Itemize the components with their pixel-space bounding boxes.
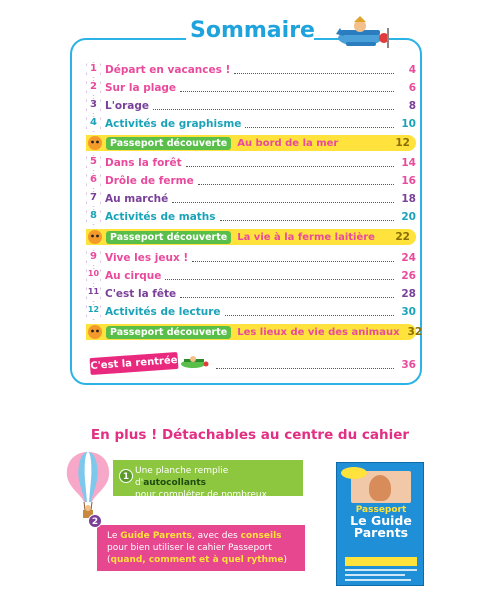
guide-info-box bbox=[97, 525, 305, 571]
small-plane-icon bbox=[178, 352, 210, 374]
flower-icon bbox=[86, 135, 104, 151]
chapter-number-badge: 6 bbox=[86, 173, 101, 189]
dot-leader bbox=[216, 361, 394, 369]
hot-air-balloon-illustration bbox=[60, 450, 116, 522]
guide-text-5: pour bien utiliser le cahier Passeport ( bbox=[107, 543, 272, 565]
chapter-page: 30 bbox=[401, 306, 416, 318]
passeport-label: Au bord de la mer bbox=[237, 137, 339, 149]
chapter-number-badge: 1 bbox=[86, 62, 101, 78]
chapter-label: Au cirque bbox=[105, 270, 162, 282]
guide-text-7: ) bbox=[283, 555, 287, 565]
rentree-row bbox=[212, 356, 416, 374]
dot-leader bbox=[198, 177, 394, 185]
chapter-page: 8 bbox=[408, 100, 416, 112]
passeport-tag: Passeport découverte bbox=[106, 326, 231, 339]
passeport-tag: Passeport découverte bbox=[106, 137, 231, 150]
dot-leader bbox=[245, 120, 394, 128]
cover-text-line bbox=[345, 574, 405, 576]
toc-row-2[interactable] bbox=[86, 79, 416, 97]
chapter-label: Vive les jeux ! bbox=[105, 252, 189, 264]
chapter-page: 16 bbox=[401, 175, 416, 187]
chapter-number-badge: 4 bbox=[86, 116, 101, 132]
cover-text-line bbox=[345, 569, 417, 571]
passeport-page: 12 bbox=[395, 137, 410, 149]
passeport-row-3[interactable] bbox=[86, 324, 423, 340]
toc-row-12[interactable] bbox=[86, 303, 416, 321]
toc-row-3[interactable] bbox=[86, 97, 416, 115]
chapter-label: L'orage bbox=[105, 100, 150, 112]
guide-text-1: Le bbox=[107, 531, 121, 541]
toc-row-8[interactable] bbox=[86, 208, 416, 226]
chapter-label: Sur la plage bbox=[105, 82, 177, 94]
chapter-number-badge: 5 bbox=[86, 155, 101, 171]
dot-leader bbox=[342, 139, 388, 147]
stickers-text-3: pour compléter de nombreux exercices ! bbox=[135, 490, 267, 512]
chapter-label: C'est la fête bbox=[105, 288, 177, 300]
chapter-number-badge: 7 bbox=[86, 191, 101, 207]
stickers-text-2: autocollants bbox=[143, 478, 206, 488]
chapter-label: Activités de lecture bbox=[105, 306, 221, 318]
extras-heading: En plus ! Détachables au centre du cahier bbox=[90, 427, 410, 443]
chapter-label: Au marché bbox=[105, 193, 169, 205]
passeport-label: Les lieux de vie des animaux bbox=[237, 326, 400, 338]
chapter-number-badge: 11 bbox=[86, 286, 101, 302]
chapter-number-badge: 3 bbox=[86, 98, 101, 114]
chapter-label: Activités de graphisme bbox=[105, 118, 242, 130]
cover-text-line bbox=[345, 579, 411, 581]
toc-row-1[interactable] bbox=[86, 61, 416, 79]
guide-text-3: , avec des bbox=[191, 531, 241, 541]
dot-leader bbox=[172, 195, 394, 203]
passeport-label: La vie à la ferme laitière bbox=[237, 231, 375, 243]
toc-row-6[interactable] bbox=[86, 172, 416, 190]
dot-leader bbox=[225, 308, 395, 316]
airplane-illustration bbox=[330, 10, 394, 54]
dot-leader bbox=[180, 290, 394, 298]
guide-text-4: conseils bbox=[240, 531, 282, 541]
passeport-page: 32 bbox=[407, 326, 423, 338]
chapter-page: 20 bbox=[401, 211, 416, 223]
toc-row-4[interactable] bbox=[86, 115, 416, 133]
flower-icon bbox=[86, 229, 104, 245]
dot-leader bbox=[234, 66, 394, 74]
page-title: Sommaire bbox=[190, 18, 315, 43]
stickers-text-1: Une planche remplie d' bbox=[135, 466, 229, 488]
chapter-page: 28 bbox=[401, 288, 416, 300]
cover-title: Le Guide Parents bbox=[350, 513, 412, 540]
cover-strip bbox=[345, 557, 417, 566]
cover-sticker bbox=[341, 467, 367, 479]
chapter-number-badge: 10 bbox=[86, 268, 101, 284]
chapter-page: 6 bbox=[408, 82, 416, 94]
item-number-badge: 2 bbox=[88, 514, 102, 528]
stickers-info-box bbox=[113, 460, 303, 512]
dot-leader bbox=[153, 102, 394, 110]
dot-leader bbox=[220, 213, 394, 221]
dot-leader bbox=[192, 254, 394, 262]
chapter-number-badge: 9 bbox=[86, 250, 101, 266]
chapter-number-badge: 8 bbox=[86, 209, 101, 225]
passeport-row-2[interactable] bbox=[86, 229, 416, 245]
dot-leader bbox=[180, 84, 394, 92]
toc-row-11[interactable] bbox=[86, 285, 416, 303]
rentree-page: 36 bbox=[401, 359, 416, 371]
item-number-badge: 1 bbox=[119, 469, 133, 483]
chapter-page: 24 bbox=[401, 252, 416, 264]
guide-text-2: Guide Parents bbox=[120, 531, 192, 541]
passeport-page: 22 bbox=[395, 231, 410, 243]
toc-row-10[interactable] bbox=[86, 267, 416, 285]
chapter-page: 26 bbox=[401, 270, 416, 282]
chapter-number-badge: 2 bbox=[86, 80, 101, 96]
chapter-label: Dans la forêt bbox=[105, 157, 182, 169]
cover-photo-figure bbox=[369, 475, 391, 501]
guide-parents-cover bbox=[336, 462, 424, 586]
chapter-page: 18 bbox=[401, 193, 416, 205]
flower-icon bbox=[86, 324, 104, 340]
rentree-banner[interactable]: C'est la rentrée ! bbox=[90, 352, 179, 375]
chapter-label: Activités de maths bbox=[105, 211, 216, 223]
toc-row-9[interactable] bbox=[86, 249, 416, 267]
cover-brand: Passeport bbox=[355, 505, 407, 515]
dot-leader bbox=[186, 159, 394, 167]
chapter-page: 14 bbox=[401, 157, 416, 169]
passeport-row-1[interactable] bbox=[86, 135, 416, 151]
chapter-label: Drôle de ferme bbox=[105, 175, 194, 187]
guide-text-6: quand, comment et à quel rythme bbox=[110, 555, 284, 565]
toc-row-5[interactable] bbox=[86, 154, 416, 172]
toc-row-7[interactable] bbox=[86, 190, 416, 208]
dot-leader bbox=[165, 272, 394, 280]
chapter-page: 10 bbox=[401, 118, 416, 130]
dot-leader bbox=[379, 233, 388, 241]
chapter-number-badge: 12 bbox=[86, 304, 101, 320]
chapter-label: Départ en vacances ! bbox=[105, 64, 231, 76]
passeport-tag: Passeport découverte bbox=[106, 231, 231, 244]
chapter-page: 4 bbox=[408, 64, 416, 76]
